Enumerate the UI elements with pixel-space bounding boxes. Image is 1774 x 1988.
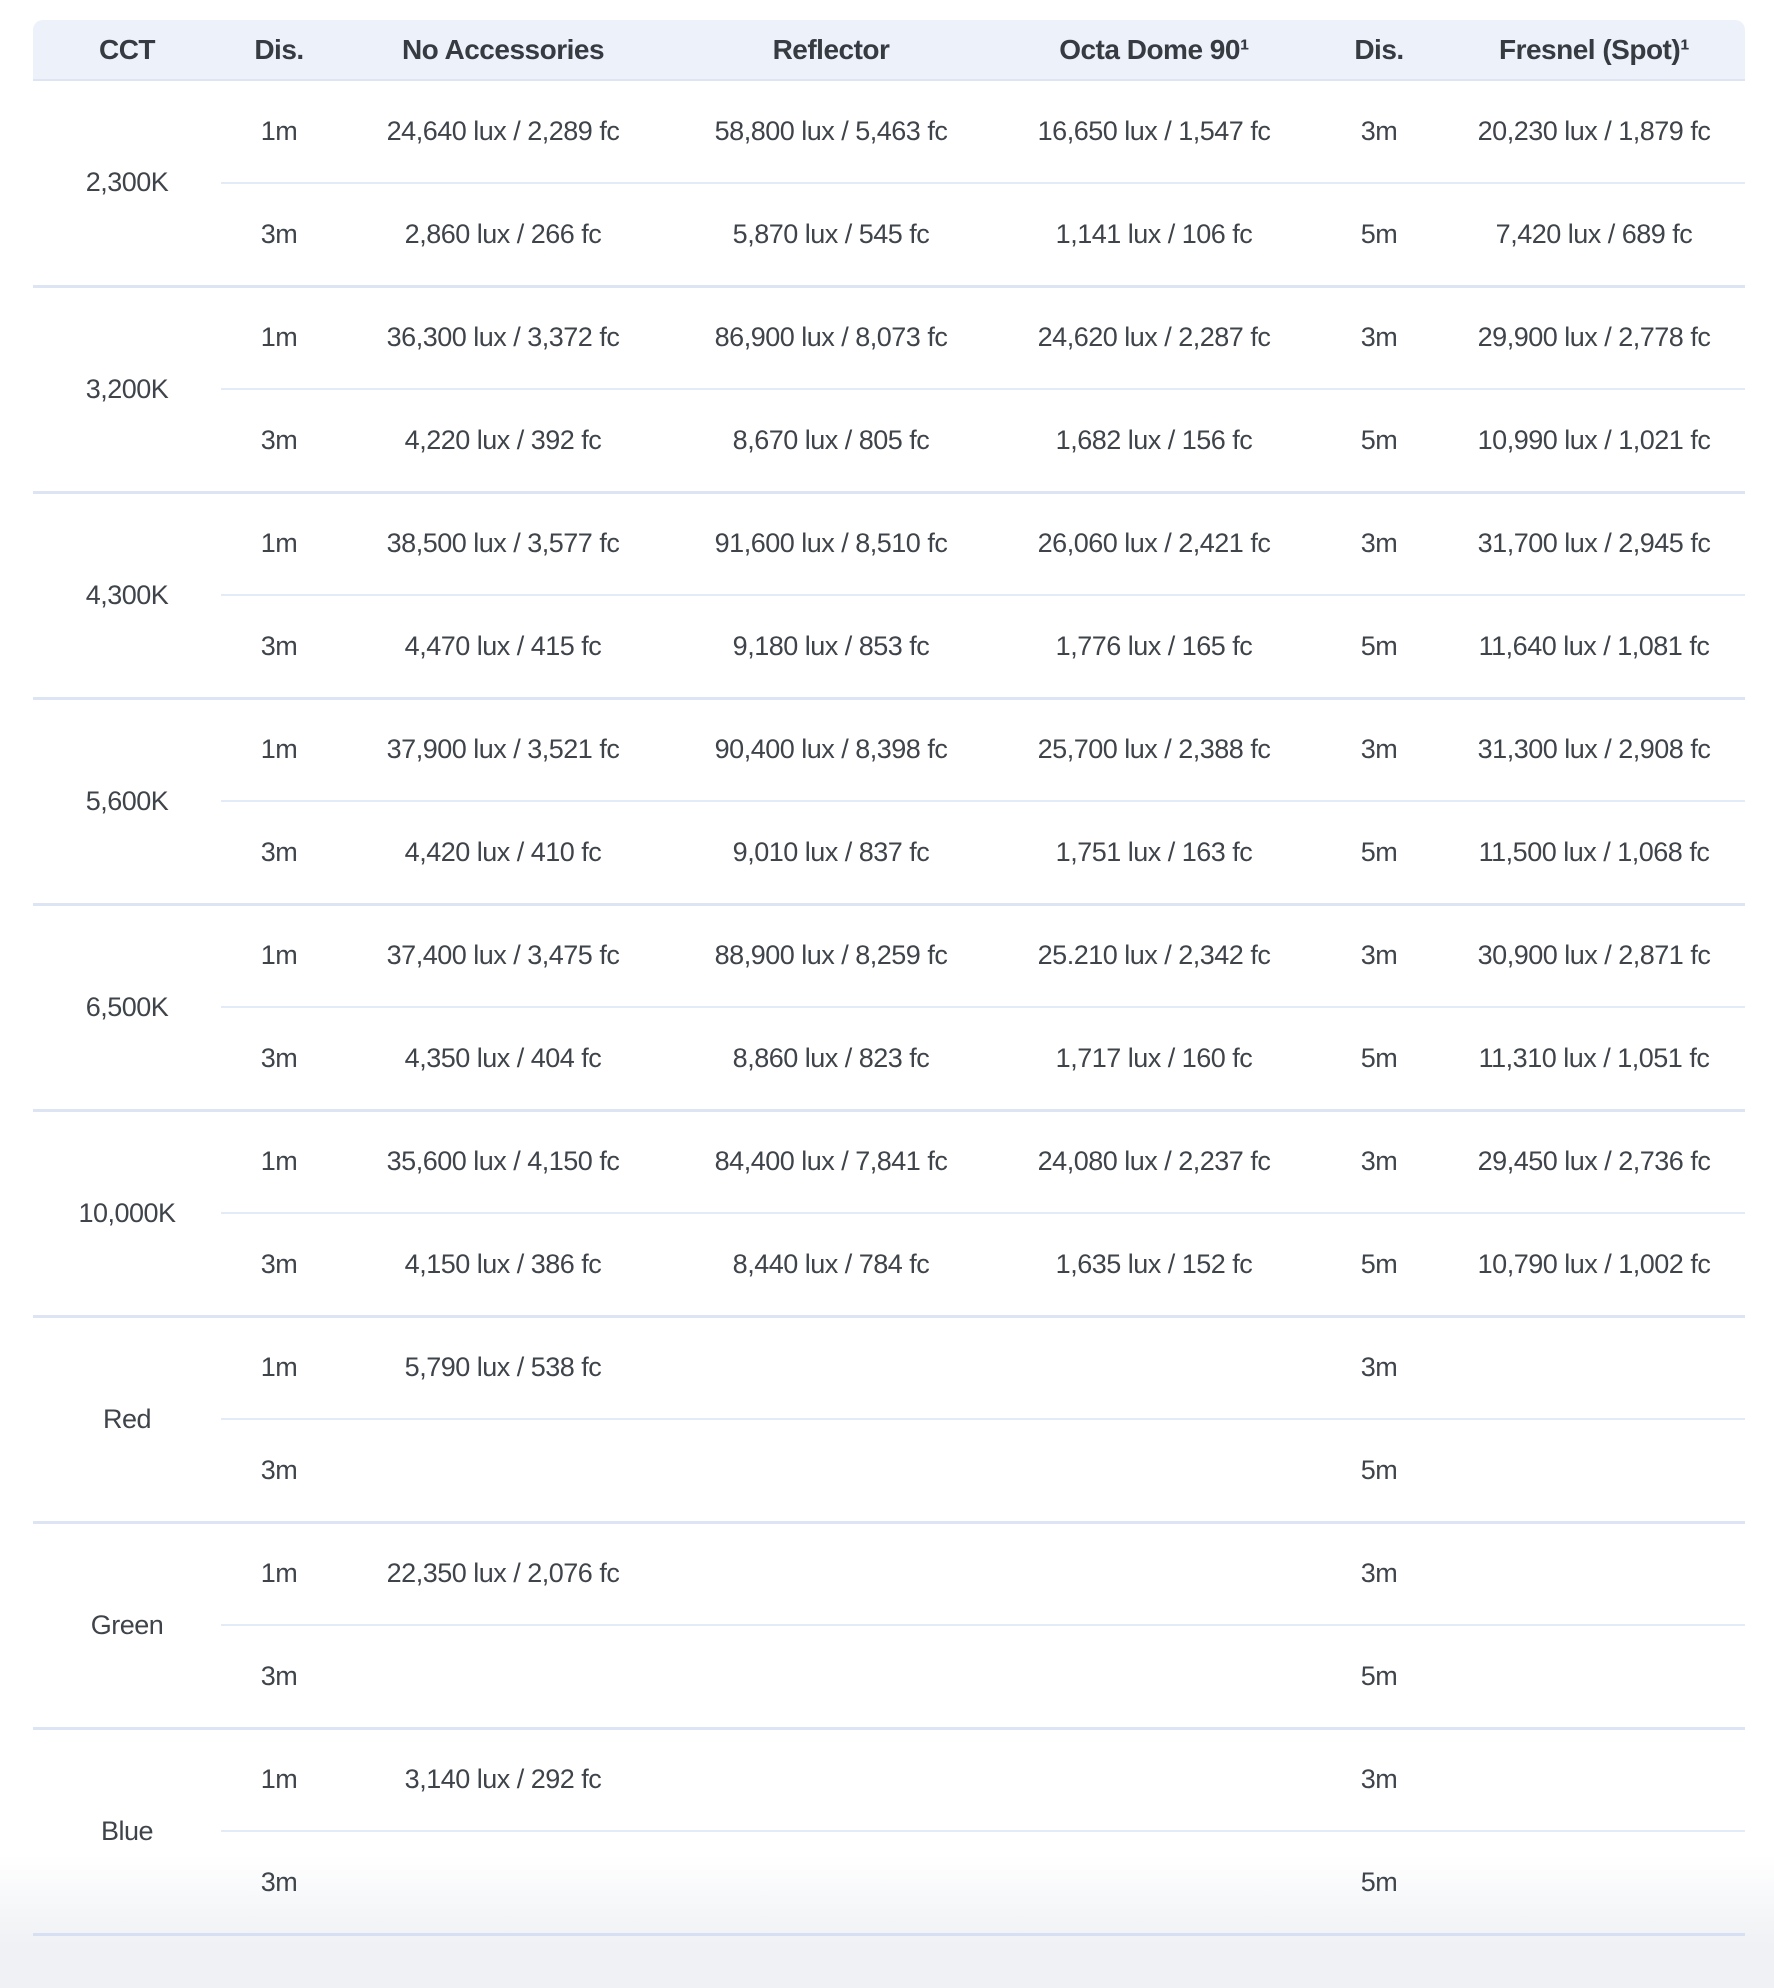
octa-dome-cell xyxy=(993,1625,1315,1728)
header-row xyxy=(33,20,1745,80)
no-accessories-cell: 35,600 lux / 4,150 fc xyxy=(337,1110,669,1213)
reflector-cell xyxy=(669,1419,993,1522)
distance-cell: 3m xyxy=(221,1831,337,1934)
distance-cell: 3m xyxy=(1315,698,1443,801)
cct-label: 2,300K xyxy=(85,167,169,198)
distance-cell: 3m xyxy=(1315,286,1443,389)
no-accessories-cell: 4,350 lux / 404 fc xyxy=(337,1007,669,1110)
table-row xyxy=(33,801,1745,904)
distance-cell: 5m xyxy=(1315,1831,1443,1934)
reflector-cell: 84,400 lux / 7,841 fc xyxy=(669,1110,993,1213)
distance-cell: 3m xyxy=(1315,1522,1443,1625)
octa-dome-cell: 1,141 lux / 106 fc xyxy=(993,183,1315,286)
distance-cell: 1m xyxy=(260,116,298,146)
table-row xyxy=(33,389,1745,492)
distance-cell: 3m xyxy=(221,1625,337,1728)
no-accessories-cell xyxy=(337,1831,669,1934)
cct-label: 6,500K xyxy=(33,904,221,1110)
header-fresnel-spot: Fresnel (Spot)¹ xyxy=(1443,20,1745,80)
table-row xyxy=(33,80,1745,183)
fresnel-cell xyxy=(1443,1728,1745,1831)
no-accessories-cell xyxy=(337,1419,669,1522)
octa-dome-cell: 25,700 lux / 2,388 fc xyxy=(993,698,1315,801)
photometrics-table xyxy=(33,20,1745,1936)
cct-label: Red xyxy=(33,1316,221,1522)
no-accessories-cell: 36,300 lux / 3,372 fc xyxy=(337,286,669,389)
reflector-cell: 90,400 lux / 8,398 fc xyxy=(669,698,993,801)
octa-dome-cell: 1,717 lux / 160 fc xyxy=(993,1007,1315,1110)
fresnel-cell xyxy=(1443,1625,1745,1728)
distance-cell: 5m xyxy=(1315,1213,1443,1316)
table-row xyxy=(33,286,1745,389)
distance-cell: 1m xyxy=(221,492,337,595)
no-accessories-cell: 22,350 lux / 2,076 fc xyxy=(337,1522,669,1625)
distance-cell: 3m xyxy=(1315,904,1443,1007)
reflector-cell: 86,900 lux / 8,073 fc xyxy=(669,286,993,389)
octa-dome-cell: 1,751 lux / 163 fc xyxy=(993,801,1315,904)
no-accessories-cell: 37,900 lux / 3,521 fc xyxy=(337,698,669,801)
distance-cell: 5m xyxy=(1315,801,1443,904)
table-row xyxy=(33,1316,1745,1419)
distance-cell: 3m xyxy=(221,1213,337,1316)
fresnel-cell: 10,790 lux / 1,002 fc xyxy=(1443,1213,1745,1316)
distance-cell: 5m xyxy=(1315,1625,1443,1728)
distance-cell: 1m xyxy=(221,1522,337,1625)
no-accessories-cell: 4,470 lux / 415 fc xyxy=(337,595,669,698)
fresnel-cell: 10,990 lux / 1,021 fc xyxy=(1443,389,1745,492)
header-no-accessories: No Accessories xyxy=(337,20,669,80)
octa-dome-cell xyxy=(993,1316,1315,1419)
reflector-cell: 8,860 lux / 823 fc xyxy=(669,1007,993,1110)
reflector-cell: 5,870 lux / 545 fc xyxy=(669,183,993,286)
no-accessories-cell: 5,790 lux / 538 fc xyxy=(337,1316,669,1419)
cct-label: Blue xyxy=(33,1728,221,1934)
reflector-cell: 58,800 lux / 5,463 fc xyxy=(714,116,948,146)
table-row xyxy=(33,904,1745,1007)
distance-cell: 3m xyxy=(221,389,337,492)
table-row xyxy=(33,1419,1745,1522)
cct-label: 5,600K xyxy=(33,698,221,904)
reflector-cell xyxy=(669,1831,993,1934)
octa-dome-cell: 1,635 lux / 152 fc xyxy=(993,1213,1315,1316)
no-accessories-cell: 4,220 lux / 392 fc xyxy=(337,389,669,492)
table-row xyxy=(33,1007,1745,1110)
distance-cell: 3m xyxy=(221,595,337,698)
no-accessories-cell: 4,150 lux / 386 fc xyxy=(337,1213,669,1316)
reflector-cell: 9,180 lux / 853 fc xyxy=(669,595,993,698)
fresnel-cell xyxy=(1443,1831,1745,1934)
cct-label: 3,200K xyxy=(33,286,221,492)
distance-cell: 1m xyxy=(221,698,337,801)
header-distance-1: Dis. xyxy=(221,20,337,80)
table-header xyxy=(33,20,1745,80)
photometrics-table-container xyxy=(33,20,1745,1936)
no-accessories-cell: 37,400 lux / 3,475 fc xyxy=(337,904,669,1007)
fresnel-cell: 29,450 lux / 2,736 fc xyxy=(1443,1110,1745,1213)
octa-dome-cell: 24,080 lux / 2,237 fc xyxy=(993,1110,1315,1213)
cct-label: 4,300K xyxy=(33,492,221,698)
distance-cell: 1m xyxy=(221,1728,337,1831)
distance-cell: 3m xyxy=(221,183,337,286)
octa-dome-cell: 16,650 lux / 1,547 fc xyxy=(1037,116,1271,146)
distance-cell: 5m xyxy=(1315,595,1443,698)
octa-dome-cell xyxy=(993,1831,1315,1934)
no-accessories-cell: 38,500 lux / 3,577 fc xyxy=(337,492,669,595)
octa-dome-cell: 24,620 lux / 2,287 fc xyxy=(993,286,1315,389)
fresnel-cell xyxy=(1443,1419,1745,1522)
fresnel-cell: 31,700 lux / 2,945 fc xyxy=(1443,492,1745,595)
distance-cell: 3m xyxy=(1315,492,1443,595)
fresnel-cell: 11,640 lux / 1,081 fc xyxy=(1443,595,1745,698)
distance-cell: 1m xyxy=(221,1316,337,1419)
reflector-cell xyxy=(669,1728,993,1831)
distance-cell: 1m xyxy=(221,1110,337,1213)
header-octa-dome: Octa Dome 90¹ xyxy=(993,20,1315,80)
table-row xyxy=(33,1522,1745,1625)
octa-dome-cell xyxy=(993,1522,1315,1625)
reflector-cell xyxy=(669,1625,993,1728)
reflector-cell: 88,900 lux / 8,259 fc xyxy=(669,904,993,1007)
octa-dome-cell xyxy=(993,1419,1315,1522)
distance-cell: 3m xyxy=(221,801,337,904)
fresnel-cell: 11,500 lux / 1,068 fc xyxy=(1443,801,1745,904)
distance-cell: 3m xyxy=(221,1007,337,1110)
cct-label: Green xyxy=(33,1522,221,1728)
cct-label: 10,000K xyxy=(33,1110,221,1316)
distance-cell: 1m xyxy=(221,904,337,1007)
table-row xyxy=(33,1110,1745,1213)
distance-cell: 3m xyxy=(1315,1110,1443,1213)
reflector-cell: 8,440 lux / 784 fc xyxy=(669,1213,993,1316)
octa-dome-cell xyxy=(993,1728,1315,1831)
table-row xyxy=(33,492,1745,595)
distance-cell: 5m xyxy=(1315,183,1443,286)
distance-cell: 3m xyxy=(1360,116,1398,146)
table-row xyxy=(33,183,1745,286)
table-row xyxy=(33,1625,1745,1728)
distance-cell: 3m xyxy=(221,1419,337,1522)
distance-cell: 5m xyxy=(1315,1007,1443,1110)
fresnel-cell: 7,420 lux / 689 fc xyxy=(1443,183,1745,286)
no-accessories-cell: 4,420 lux / 410 fc xyxy=(337,801,669,904)
no-accessories-cell: 3,140 lux / 292 fc xyxy=(337,1728,669,1831)
table-row xyxy=(33,1728,1745,1831)
table-row xyxy=(33,595,1745,698)
distance-cell: 1m xyxy=(221,286,337,389)
octa-dome-cell: 1,682 lux / 156 fc xyxy=(993,389,1315,492)
header-distance-2: Dis. xyxy=(1315,20,1443,80)
no-accessories-cell xyxy=(337,1625,669,1728)
reflector-cell xyxy=(669,1316,993,1419)
table-row xyxy=(33,1213,1745,1316)
fresnel-cell xyxy=(1443,1316,1745,1419)
fresnel-cell: 11,310 lux / 1,051 fc xyxy=(1443,1007,1745,1110)
fresnel-cell xyxy=(1443,1522,1745,1625)
header-cct: CCT xyxy=(33,20,221,80)
octa-dome-cell: 25.210 lux / 2,342 fc xyxy=(993,904,1315,1007)
fresnel-cell: 20,230 lux / 1,879 fc xyxy=(1477,116,1711,146)
reflector-cell: 9,010 lux / 837 fc xyxy=(669,801,993,904)
table-row xyxy=(33,698,1745,801)
fresnel-cell: 30,900 lux / 2,871 fc xyxy=(1443,904,1745,1007)
reflector-cell: 8,670 lux / 805 fc xyxy=(669,389,993,492)
distance-cell: 3m xyxy=(1315,1728,1443,1831)
table-row xyxy=(33,1831,1745,1934)
distance-cell: 5m xyxy=(1315,389,1443,492)
no-accessories-cell: 2,860 lux / 266 fc xyxy=(337,183,669,286)
fresnel-cell: 31,300 lux / 2,908 fc xyxy=(1443,698,1745,801)
header-reflector: Reflector xyxy=(669,20,993,80)
octa-dome-cell: 1,776 lux / 165 fc xyxy=(993,595,1315,698)
fresnel-cell: 29,900 lux / 2,778 fc xyxy=(1443,286,1745,389)
distance-cell: 3m xyxy=(1315,1316,1443,1419)
octa-dome-cell: 26,060 lux / 2,421 fc xyxy=(993,492,1315,595)
reflector-cell xyxy=(669,1522,993,1625)
reflector-cell: 91,600 lux / 8,510 fc xyxy=(669,492,993,595)
distance-cell: 5m xyxy=(1315,1419,1443,1522)
no-accessories-cell: 24,640 lux / 2,289 fc xyxy=(386,116,620,146)
